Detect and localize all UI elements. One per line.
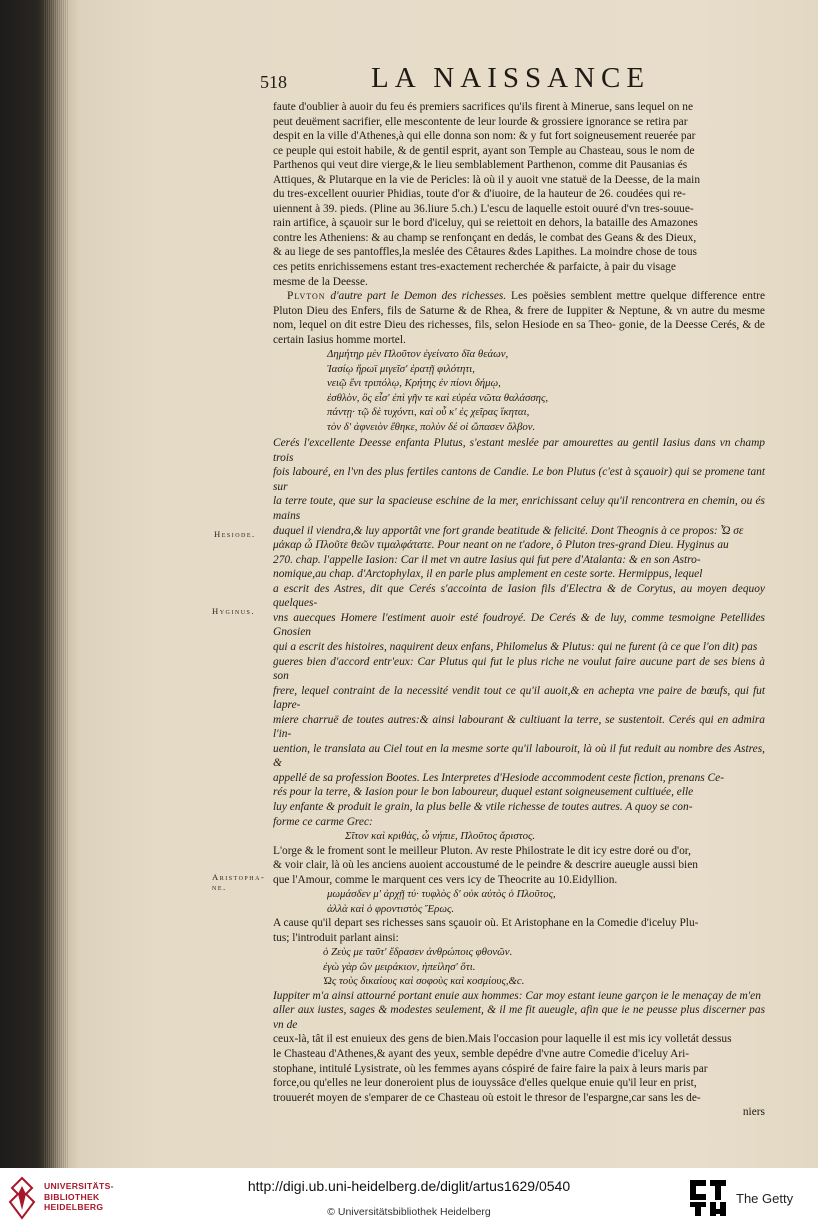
text-line: forme ce carme Grec: bbox=[273, 815, 373, 828]
text-line: le Chasteau d'Athenes,& ayant des yeux, semble depédre d'vne autre Comedie d'iceluy Ari- bbox=[273, 1047, 690, 1060]
text-line: & voir clair, là où les anciens auoient accoustumé de le peindre & descrire aueugle aussi bien bbox=[273, 859, 698, 872]
getty-name: The Getty bbox=[736, 1191, 794, 1206]
viewer-footer bbox=[0, 1168, 818, 1228]
paragraph-orge bbox=[273, 844, 765, 888]
text-line: duquel il viendra,& luy apportât vne fort grande beatitude & felicité. Dont Theognis à ce propos: Ὦ σε bbox=[273, 524, 744, 537]
text-line: 270. chap. l'appelle Iasion: Car il met vn autre Iasius qui fut pere d'Atalanta: & en son Astro- bbox=[273, 553, 701, 566]
text-line: Attiques, & Plutarque en la vie de Pericles: là où il y auoit vne statuë de la Deesse, de la main bbox=[273, 173, 701, 186]
greek-verse-theocrite bbox=[273, 887, 765, 916]
page-header bbox=[196, 62, 770, 98]
greek-line: ἐγὼ γὰρ ὢν μειράκιον, ἠπείλησ' ὅτι. bbox=[323, 960, 476, 973]
margin-note-hesiode: Hesiode. bbox=[214, 529, 256, 539]
text-line: peut deuëment sacrifier, elle mescontente de leur lourde & grossiere ignorance se retira par bbox=[273, 115, 688, 128]
pluton-italic: d'autre part le Demon des richesses. bbox=[330, 290, 507, 303]
paragraph-minerva bbox=[273, 100, 765, 289]
greek-line: πάντῃ· τῷ δὲ τυχόντι, καὶ οὗ κ' ἐς χεῖρας ἵκηται, bbox=[327, 406, 530, 419]
text-line: uention, le translata au Ciel tout en la mesme sorte qu'il labouroit, là où il fut reduit au nombre des Astres, & bbox=[273, 742, 765, 770]
greek-line: Ἰασίῳ ἥρωϊ μιγεῖσ' ἐρατῇ φιλότητι, bbox=[327, 362, 475, 375]
text-line: ce peuple qui estoit habile, & de gentil esprit, ayant son Temple au Chasteau, sous le nom de bbox=[273, 144, 695, 157]
pluton-lead: Plvton bbox=[287, 290, 326, 303]
text-line: du tres-excellent ouurier Phidias, toute d'or & d'iuoire, de la hauteur de 26. coudées qui re- bbox=[273, 188, 686, 201]
paragraph-iuppiter bbox=[273, 989, 765, 1105]
book-page bbox=[196, 62, 770, 1119]
text-line: gonie, de la Deesse Cerés, & de certain Iasius homme mortel. bbox=[273, 319, 765, 346]
paragraph-ceres bbox=[273, 436, 765, 829]
greek-line: ἀλλὰ καὶ ὁ φροντιστὸς Ἔρως. bbox=[327, 902, 455, 915]
text-line: aller aux iustes, sages & modestes seulement, & il me fit aueugle, afin que ie ne peusse plus discerner pas vn de bbox=[273, 1004, 765, 1031]
text-line: Les poësies semblent mettre quelque difference bbox=[511, 290, 743, 303]
text-line: frere, lequel contraint de la necessité vendit tout ce qu'il auoit,& en achepta vne paire de bœufs, qui fut lapre- bbox=[273, 684, 765, 712]
text-line: despit en la ville d'Athenes,à qui elle donna son nom: & y fut fort soigneusement reuerée par bbox=[273, 130, 696, 143]
margin-note-aristophane: Aristopha- ne. bbox=[212, 872, 266, 892]
text-line: A cause qu'il depart ses richesses sans sçauoir où. Et Aristophane en la Comedie d'iceluy Plu- bbox=[273, 917, 699, 930]
text-line: rain artifice, à sçauoir sur le bord d'iceluy, qui se reiettoit en dehors, la bataille des Amazones bbox=[273, 217, 698, 230]
margin-note-hyginus: Hyginus. bbox=[212, 606, 256, 616]
greek-line: νειῷ ἔνι τριπόλῳ, Κρήτης ἐν πίονι δήμῳ, bbox=[327, 377, 501, 390]
page-number: 518 bbox=[260, 72, 287, 92]
text-line: vns auecques Homere l'estiment auoir esté foudroyé. De Cerés & de luy, comme tesmoigne Petellides Gnosien bbox=[273, 611, 765, 639]
catchword: niers bbox=[742, 1106, 765, 1119]
greek-verse-hesiode bbox=[273, 347, 765, 434]
text-line: Cerés l'excellente Deesse enfanta Plutus, s'estant meslée par amourettes au gentil Iasius dans vn champ trois bbox=[273, 437, 765, 464]
text-line: uiennent à 39. pieds. (Pline au 36.liure 5.ch.) L'escu de laquelle estoit ouuré d'vn tres-souue- bbox=[273, 202, 694, 215]
text-line: appellé de sa profession Bootes. Les Interpretes d'Hesiode accommodent ceste fiction, prenans Ce- bbox=[273, 771, 725, 784]
paragraph-pluton bbox=[273, 289, 765, 347]
greek-line: Ὡς τοὺς δικαίους καὶ σοφοὺς καὶ κοσμίους,&c. bbox=[323, 975, 525, 988]
text-line: tus; l'introduit parlant ainsi: bbox=[273, 931, 399, 944]
text-line: L'orge & le froment sont le meilleur Pluton. Av reste Philostrate le dit icy estre doré ou d'or, bbox=[273, 844, 691, 857]
greek-line: τὸν δ' ἀφνειὸν ἔθηκε, πολὺν δέ οἱ ὤπασεν ὄλβον. bbox=[327, 420, 536, 433]
greek-line: ὁ Ζεὺς με ταῦτ' ἔδρασεν ἀνθρώποις φθονῶν. bbox=[323, 946, 513, 959]
getty-logo-icon bbox=[688, 1178, 728, 1218]
text-line: stophane, intitulé Lysistrate, où les femmes ayans cóspiré de faire faire la paix à leurs maris par bbox=[273, 1062, 708, 1075]
text-line: Parthenos qui veut dire vierge,& le lieu semblablement Parthenon, comme dit Pausanias és bbox=[273, 159, 688, 172]
text-line: nomique,au chap. d'Arctophylax, il en parle plus amplement en ceste sorte. Hermippus, lequel bbox=[273, 568, 703, 581]
text-line: trouuerét moyen de s'emparer de ce Chasteau où estoit le thresor de l'espargne,car sans les de- bbox=[273, 1091, 701, 1104]
page-edge bbox=[44, 0, 68, 1168]
text-line: & au liege de ses pantoffles,la meslée des Cêtaures &des Lapithes. La moindre chose de tous bbox=[273, 246, 697, 259]
text-line: mesme de la Deesse. bbox=[273, 275, 368, 288]
text-line: ceux-là, tât il est enuieux des gens de bien.Mais l'occasion pour laquelle il est mis icy volletát dessus bbox=[273, 1033, 732, 1046]
paragraph-aristophane bbox=[273, 916, 765, 945]
text-line: Iuppiter m'a ainsi attourné portant enuie aux hommes: Car moy estant ieune garçon ie le menaçay de m'en bbox=[273, 989, 761, 1002]
running-head: LA NAISSANCE bbox=[371, 62, 651, 94]
text-line: μάκαρ ὦ Πλοῦτε θεῶν τιμαλφάτατε. Pour neant on ne t'adore, ô Pluton tres-grand Dieu. Hyginus au bbox=[273, 539, 729, 552]
text-line: contre les Atheniens: & au champ se renfonçant en dedás, le combat des Geans & des Dieux, bbox=[273, 231, 697, 244]
body-text bbox=[273, 100, 765, 1120]
text-line: force,ou qu'elles ne leur doneroient plus de iouyssâce d'elles quelque enuie qu'il leur en prist, bbox=[273, 1077, 697, 1090]
text-line: que l'Amour, comme le marquent ces vers icy de Theocrite au 10.Eidyllion. bbox=[273, 873, 618, 886]
university-name: UNIVERSITÄTS- BIBLIOTHEK HEIDELBERG bbox=[44, 1181, 114, 1212]
text-line: miere charruë de toutes autres:& ainsi labourant & cultiuant la terre, se sustentoit. Cerés qui en admira l'in- bbox=[273, 713, 765, 741]
greek-line: μωμάσδεν μ' ἀρχῇ τύ· τυφλὸς δ' οὐκ αὐτὸς ὁ Πλοῦτος, bbox=[327, 888, 556, 901]
greek-verse-aristophane bbox=[273, 945, 765, 989]
text-line: qui a escrit des histoires, naquirent deux enfans, Philomelus & Plutus: qui ne furent (à ce que l'on dit) pas bbox=[273, 640, 758, 653]
text-line: faute d'oublier à auoir du feu és premiers sacrifices qu'ils firent à Minerue, sans lequel on ne bbox=[273, 101, 694, 113]
greek-verse-carme: Σῖτον καὶ κριθὰς, ὦ νήπιε, Πλοῦτος ἄριστος. bbox=[345, 830, 536, 843]
copyright: © Universitätsbibliothek Heidelberg bbox=[327, 1206, 491, 1218]
text-line: la terre toute, que sur la spacieuse eschine de la mer, enrichissant celuy qu'il rencontrera en chemin, ou és mains bbox=[273, 495, 765, 523]
text-line: entre Pluton Dieu des Enfers, fils de Saturne & de Rhea, & frere de Iuppiter & Neptune, & bbox=[273, 290, 765, 317]
text-line: ces petits enrichissemens estant tres-exactement recherchée & parfaicte, à pair du visage bbox=[273, 261, 676, 274]
text-line: luy enfante & produit le grain, la plus belle & vtile richesse de toutes autres. A quoy se con- bbox=[273, 800, 693, 813]
text-line: a escrit des Astres, dit que Cerés s'accointa de Iasion fils d'Electra & de Corytus, au moyen dequoy quelques- bbox=[273, 582, 765, 610]
text-line: rés pour la terre, & Iasion pour le bon laboureur, duquel estant soigneusement cultiuée, elle bbox=[273, 786, 694, 799]
text-line: fois labouré, en l'vn des plus fertiles cantons de Candie. Le bon Plutus (c'est à sçauoir) qui se promene tant sur bbox=[273, 466, 765, 493]
text-line: vn autre du mesme nom, lequel on dit estre Dieu des richesses, fils, selon Hesiode en sa Theo- bbox=[273, 304, 765, 332]
permalink[interactable]: http://digi.ub.uni-heidelberg.de/diglit/artus1629/0540 bbox=[247, 1178, 571, 1194]
greek-line: Δημήτηρ μὲν Πλοῦτον ἐγείνατο δῖα θεάων, bbox=[327, 348, 509, 361]
greek-line: ἐσθλὸν, ὃς εἶσ' ἐπὶ γῆν τε καὶ εὐρέα νῶτα θαλάσσης, bbox=[327, 391, 549, 404]
text-line: gueres bien d'accord entr'eux: Car Plutus qui fut le plus riche ne voulut faire aucune part de ses biens à son bbox=[273, 655, 765, 683]
